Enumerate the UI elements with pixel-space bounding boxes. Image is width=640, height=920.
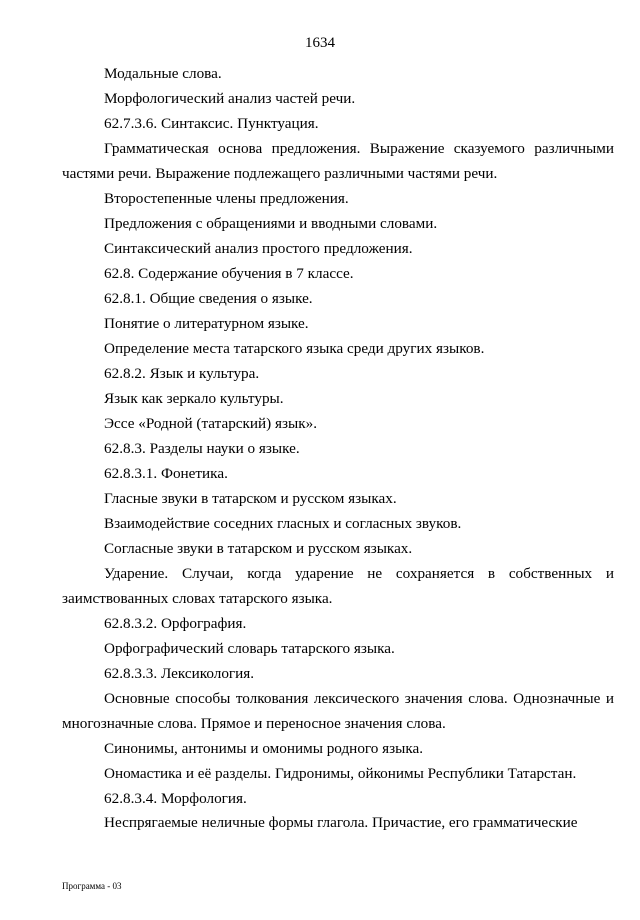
paragraph-vowels: Гласные звуки в татарском и русском языках. — [104, 490, 397, 507]
page-number: 1634 — [305, 35, 335, 51]
paragraph-lexical-meaning: Основные способы толкования лексического значения слова. Однозначные и многозначные слова. Прямое и переносное значения слова. — [62, 690, 614, 732]
paragraph-participle: Неспрягаемые неличные формы глагола. Причастие, его грамматические — [104, 814, 578, 831]
paragraph-language-place: Определение места татарского языка среди других языков. — [104, 340, 485, 357]
paragraph-secondary-members: Второстепенные члены предложения. — [104, 190, 349, 207]
heading-62-8-2: 62.8.2. Язык и культура. — [104, 365, 260, 382]
document-body — [62, 61, 614, 835]
heading-62-8-3-1: 62.8.3.1. Фонетика. — [104, 465, 228, 482]
heading-62-8-3-3: 62.8.3.3. Лексикология. — [104, 665, 255, 682]
paragraph-onomastics: Ономастика и её разделы. Гидронимы, ойконимы Республики Татарстан. — [104, 765, 577, 782]
heading-62-8-3-2: 62.8.3.2. Орфография. — [104, 615, 247, 632]
heading-62-8-3: 62.8.3. Разделы науки о языке. — [104, 440, 300, 457]
paragraph-stress: Ударение. Случаи, когда ударение не сохраняется в собственных и заимствованных словах татарского языка. — [62, 565, 614, 607]
paragraph-interaction: Взаимодействие соседних гласных и согласных звуков. — [104, 515, 462, 532]
paragraph-modal-words: Модальные слова. — [104, 65, 222, 82]
heading-62-7-3-6: 62.7.3.6. Синтаксис. Пунктуация. — [104, 115, 319, 132]
paragraph-orthographic-dictionary: Орфографический словарь татарского языка. — [104, 640, 395, 657]
paragraph-essay: Эссе «Родной (татарский) язык». — [104, 415, 317, 432]
footer-program-label: Программа - 03 — [62, 881, 122, 891]
paragraph-literary-language: Понятие о литературном языке. — [104, 315, 309, 332]
paragraph-language-mirror: Язык как зеркало культуры. — [104, 390, 284, 407]
paragraph-grammar-basis: Грамматическая основа предложения. Выражение сказуемого различными частями речи. Выражение подлежащего различными частями речи. — [62, 140, 614, 182]
paragraph-synonyms: Синонимы, антонимы и омонимы родного языка. — [104, 740, 424, 757]
paragraph-addresses: Предложения с обращениями и вводными словами. — [104, 215, 438, 232]
paragraph-morph-analysis: Морфологический анализ частей речи. — [104, 90, 356, 107]
paragraph-syntax-analysis: Синтаксический анализ простого предложения. — [104, 240, 413, 257]
heading-62-8-1: 62.8.1. Общие сведения о языке. — [104, 290, 313, 307]
heading-62-8: 62.8. Содержание обучения в 7 классе. — [104, 265, 354, 282]
heading-62-8-3-4: 62.8.3.4. Морфология. — [104, 790, 247, 807]
paragraph-consonants: Согласные звуки в татарском и русском языках. — [104, 540, 413, 557]
